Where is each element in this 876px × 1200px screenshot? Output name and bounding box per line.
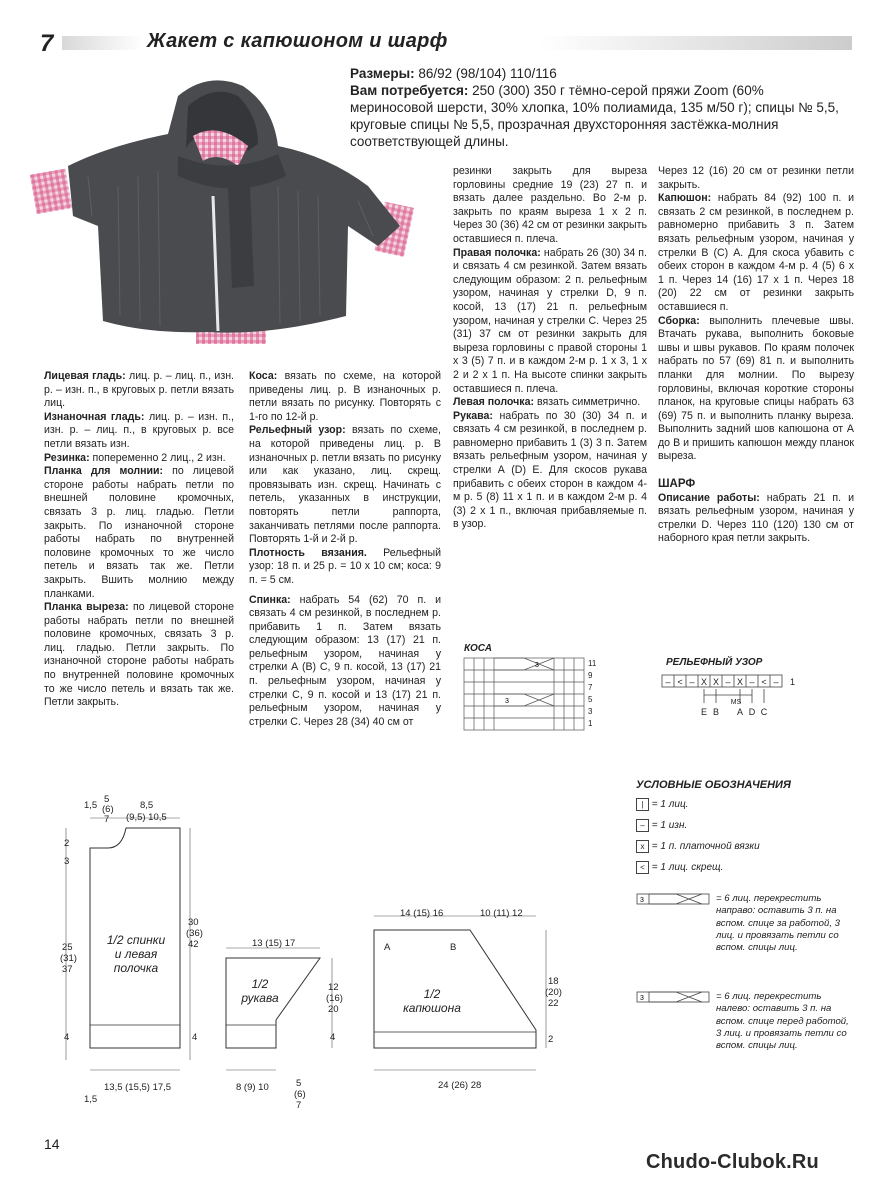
piece-label: рукава: [241, 991, 279, 1005]
hood-point-b: B: [450, 942, 457, 953]
cross-right-text: = 6 лиц. перекрестить направо: оставить 3 п. на вспом. спице за работой, 3 лиц. и провязать петли со вспом. спицы лиц.: [716, 893, 840, 954]
row-number: 1: [588, 719, 593, 728]
paragraph: [453, 247, 647, 397]
dim-label: (31): [60, 953, 77, 964]
legend-item: [636, 819, 687, 832]
need-value: 250 (300) 350 г тёмно-серой пряжи Zoom (60% мериносовой шерсти, 30% хлопка, 10% полиамида, 135 м/50 г); спицы № 5,5, круговые спицы № 5,5, прозрачная двухсторонняя застёжка-молния соответствующей длины.: [350, 83, 839, 149]
relief-chart: [660, 673, 810, 723]
term: Спинка:: [249, 593, 291, 606]
definition: выполнить плечевые швы. Втачать рукава, выполнить боковые швы и швы рукавов. По краям полочек набрать по 57 (69) 81 п. и выполнить планки для молнии. По вырезу горловины, включая короткие стороны планок, на круговые спицы набрать 63 (69) 75 п. и выполнить планку выреза. Выполнить задний шов капюшона от А до В и пришить капюшон между планок выреза.: [658, 314, 854, 463]
kosa-cross-number: 3: [505, 698, 509, 705]
definition: набрать 54 (62) 70 п. и связать 4 см резинкой, в последнем р. прибавить 1 п. Затем вязать следующим образом: 13 (17) 21 п. рельефным узором, начиная у стрелки А (В) С, 9 п. косой, 13 (17) 21 п. рельефным узором, начиная у стрелки С, 9 п. косой и 13 (17) 21 п. рельефным узором, начиная у стрелки С. Через 28 (34) 40 см от: [249, 593, 441, 728]
dim-label: 20: [328, 1004, 339, 1015]
row-number: 11: [588, 659, 597, 668]
piece-label: и левая: [114, 947, 158, 961]
paragraph: [44, 411, 234, 452]
row-number: 3: [588, 707, 593, 716]
sizes-value: 86/92 (98/104) 110/116: [414, 66, 557, 81]
knit-symbol: |: [636, 798, 649, 811]
dim-label: 37: [62, 964, 73, 975]
kosa-chart: [462, 656, 602, 736]
dim-label: 10 (11) 12: [480, 908, 523, 919]
definition: вязать по схеме, на которой приведены лиц. р. В изнаночных р. петли вязать по рисунку или как указано, лиц. скрещ. провязывать изн. скрещ. Начинать с петель, указанных в инструкции, повторять петли раппорта, заканчивать петлями после раппорта. Повторять 1-й и 2-й р.: [249, 424, 441, 546]
definition: по лицевой стороне работы набрать петли по внешней половине кромочных, связать 3 р. лиц. гладью. Петли закрыть. По изнаночной стороне работы набрать по внутренней половине кромочных то же число петель и вязать так же. Петли закрыть. Вшить молнию между планками.: [44, 465, 234, 600]
sizes-block: [350, 65, 850, 150]
dim-label: 22: [548, 998, 559, 1009]
text-column-1: [44, 370, 234, 710]
paragraph: [44, 452, 234, 466]
scarf-heading: ШАРФ: [658, 478, 696, 491]
relief-cell: X: [700, 677, 708, 687]
term: Изнаночная гладь:: [44, 410, 145, 423]
relief-cell: <: [761, 677, 767, 687]
paragraph: [249, 370, 441, 424]
dim-label: 30: [188, 917, 199, 928]
term: Плотность вязания.: [249, 546, 367, 559]
term: Планка выреза:: [44, 601, 129, 614]
paragraph: [249, 424, 441, 546]
pattern-diagrams: [40, 790, 560, 1110]
term: Планка для молнии:: [44, 465, 164, 478]
definition: попеременно 2 лиц., 2 изн.: [89, 451, 226, 464]
definition: лиц. р. – изн. п., изн. р. – лиц. п., в круговых р. все петли вязать изн.: [44, 410, 234, 450]
term: Левая полочка:: [453, 396, 534, 409]
sizes-label: Размеры:: [350, 66, 415, 81]
definition: резинки закрыть для выреза горловины средние 19 (23) 27 п. и вязать далее раздельно. Во 2-м р. закрыть по краям выреза 1 х 2 п. Через 30 (36) 42 см от резинки закрыть оставшиеся п. плеча.: [453, 165, 647, 245]
row-number: 7: [588, 683, 593, 692]
paragraph: [453, 165, 647, 247]
dim-label: 42: [188, 939, 199, 950]
kosa-cross-number: 3: [535, 662, 539, 669]
dim-label: 14 (15) 16: [400, 908, 444, 919]
arrow-label: A: [736, 707, 744, 717]
term: Рельефный узор:: [249, 424, 346, 437]
legend-item: [636, 861, 723, 874]
definition: по лицевой стороне работы набрать петли по внешней половине кромочных, связать 3 р. лиц. гладью. Петли закрыть. По изнаночной стороне работы набрать по внутренней половине кромочных то же число петель и вязать так же. Петли закрыть.: [44, 601, 234, 709]
piece-label: 1/2 спинки: [106, 933, 166, 947]
piece-label: 1/2: [423, 987, 441, 1001]
definition: Рельефный узор: 18 п. и 25 р. = 10 х 10 см; коса: 9 п. = 5 см.: [249, 546, 441, 586]
legend-text: = 1 п. платочной вязки: [651, 841, 760, 853]
definition: вязать по схеме, на которой приведены лиц. р. В изнаночных р. петли вязать по рисунку. Повторять с 1-го по 12-й р.: [249, 370, 441, 423]
paragraph: [658, 192, 854, 314]
arrow-label: E: [700, 707, 708, 717]
paragraph: [453, 410, 647, 532]
cross-right-symbol: [636, 891, 712, 907]
page-title: Жакет с капюшоном и шарф: [147, 30, 448, 52]
term: Лицевая гладь:: [44, 370, 126, 382]
legend-title: УСЛОВНЫЕ ОБОЗНАЧЕНИЯ: [636, 779, 791, 791]
paragraph: [658, 315, 854, 465]
dim-label: (20): [545, 987, 562, 998]
row-number: 5: [588, 695, 593, 704]
definition: набрать 84 (92) 100 п. и связать 2 см резинкой, в последнем р. равномерно прибавить 3 п. Затем вязать рельефным узором, начиная у стрелки В (С) А. Для скоса убавить с обеих сторон в каждом 4-м р. 4 (5) 6 х 1 п. Через 14 (16) 17 х 1 п. Через 18 (20) 22 см от резинки закрыть оставшиеся п.: [658, 192, 854, 313]
legend-text: = 1 лиц. скрещ.: [651, 862, 724, 874]
header-decor-right: [540, 36, 852, 50]
dim-label: (6): [294, 1089, 306, 1100]
dim-label: 5: [104, 794, 110, 805]
definition: набрать 26 (30) 34 п. и связать 4 см резинкой. Затем вязать следующим образом: 2 п. рельефным узором, начиная у стрелки D, 9 п. косой, 13 (17) 21 п. рельефным узором, начиная у стрелки С. Через 25 (31) 37 см от резинки закрыть для выреза горловины с правой стороны 1 х 3 (5) 7 п. и в каждом 2-м р. 1 х 3, 1 х 2 и 2 х 1 п. На высоте спинки закрыть оставшиеся п. плеча.: [453, 246, 647, 395]
definition: набрать по 30 (30) 34 п. и связать 4 см резинкой, в последнем р. равномерно прибавить 1 (3) 3 п. Затем вязать рельефным узором, начиная у стрелки А (D) Е. Для скосов рукава прибавить с обеих сторон в каждом 4-м р. 5 (8) 11 х 1 п. и в каждом 2-м р. 4 (3) 2 х 1 п., включая прибавляемые п. в узор.: [453, 409, 647, 531]
need-label: Вам потребуется:: [350, 83, 469, 98]
definition: лиц. р. – лиц. п., изн. р. – изн. п., в круговых р. петли вязать лиц.: [44, 370, 234, 410]
dim-label: 13 (15) 17: [252, 938, 296, 949]
paragraph: [44, 465, 234, 601]
header-decor-left: [62, 36, 142, 50]
piece-label: 1/2: [251, 977, 269, 991]
paragraph: [658, 492, 854, 546]
relief-cell: –: [749, 677, 755, 687]
relief-ms: MS: [730, 699, 742, 706]
hood-point-a: A: [384, 942, 391, 953]
dim-label: 4: [192, 1032, 198, 1043]
relief-cell: X: [712, 677, 720, 687]
definition: набрать 21 п. и вязать рельефным узором, начиная у стрелки D. Через 110 (120) 130 см от наборного края петли закрыть.: [658, 491, 855, 545]
dim-label: 5: [296, 1078, 302, 1089]
dim-label: (36): [186, 928, 203, 939]
term: Резинка:: [44, 451, 90, 464]
relief-cell: –: [689, 677, 695, 687]
term: Сборка:: [658, 314, 700, 327]
paragraph: [44, 370, 234, 411]
dim-label: (6): [102, 804, 114, 815]
dim-label: 24 (26) 28: [438, 1080, 482, 1091]
cross-number: 3: [640, 897, 644, 904]
relief-cell: <: [677, 677, 683, 687]
term: Коса:: [249, 370, 278, 382]
paragraph: [249, 547, 441, 588]
text-column-2: [249, 370, 441, 729]
purl-symbol: –: [636, 819, 649, 832]
legend-text: = 1 изн.: [651, 820, 688, 832]
dim-label: 1,5: [84, 800, 98, 811]
relief-cell: –: [773, 677, 779, 687]
cross-left-text: = 6 лиц. перекрестить налево: оставить 3 п. на вспом. спице перед работой, 3 лиц. и провязать петли со вспом. спицы лиц.: [716, 991, 849, 1052]
piece-label: полочка: [113, 961, 159, 975]
dim-label: (9,5) 10,5: [126, 812, 167, 823]
paragraph: [249, 594, 441, 730]
term: Описание работы:: [658, 491, 760, 504]
term: Рукава:: [453, 409, 493, 422]
dim-label: 25: [62, 942, 73, 953]
relief-chart-title: РЕЛЬЕФНЫЙ УЗОР: [666, 657, 763, 668]
dim-label: (16): [326, 993, 343, 1004]
row-number: 1: [790, 677, 796, 687]
dim-label: 13,5 (15,5) 17,5: [104, 1082, 172, 1093]
garter-symbol: x: [636, 840, 649, 853]
section-number: 7: [40, 30, 54, 57]
dim-label: 2: [64, 838, 70, 849]
relief-cell: –: [665, 677, 671, 687]
paragraph: [453, 396, 647, 410]
definition: вязать симметрично.: [534, 396, 641, 409]
relief-cell: –: [725, 677, 731, 687]
dim-label: 12: [328, 982, 339, 993]
text-column-4: [658, 165, 854, 546]
dim-label: 8,5: [140, 800, 154, 811]
relief-cell: X: [736, 677, 744, 687]
row-number: 9: [588, 671, 593, 680]
dim-label: 7: [104, 814, 110, 825]
legend-text: = 1 лиц.: [651, 799, 689, 811]
dim-label: 18: [548, 976, 559, 987]
arrow-label: D: [748, 707, 756, 717]
twisted-knit-symbol: <: [636, 861, 649, 874]
dim-label: 4: [330, 1032, 336, 1043]
definition: Через 12 (16) 20 см от резинки петли закрыть.: [658, 165, 854, 191]
kosa-chart-title: КОСА: [464, 643, 492, 654]
cross-number: 3: [640, 995, 644, 1002]
legend-item: [636, 798, 688, 811]
piece-label: капюшона: [403, 1001, 461, 1015]
text-column-3: [453, 165, 647, 532]
legend-item: [636, 840, 760, 853]
paragraph: [658, 165, 854, 192]
dim-label: 4: [64, 1032, 70, 1043]
dim-label: 8 (9) 10: [236, 1082, 269, 1093]
paragraph: [44, 601, 234, 710]
page-number: 14: [44, 1136, 60, 1152]
term: Правая полочка:: [453, 246, 541, 259]
term: Капюшон:: [658, 192, 712, 205]
arrow-label: C: [760, 707, 768, 717]
dim-label: 7: [296, 1100, 302, 1111]
dim-label: 3: [64, 856, 70, 867]
dim-label: 2: [548, 1034, 554, 1045]
dim-label: 1,5: [84, 1094, 98, 1105]
cross-left-symbol: [636, 989, 712, 1005]
watermark: Chudo-Clubok.Ru: [646, 1151, 819, 1173]
arrow-label: B: [712, 707, 720, 717]
